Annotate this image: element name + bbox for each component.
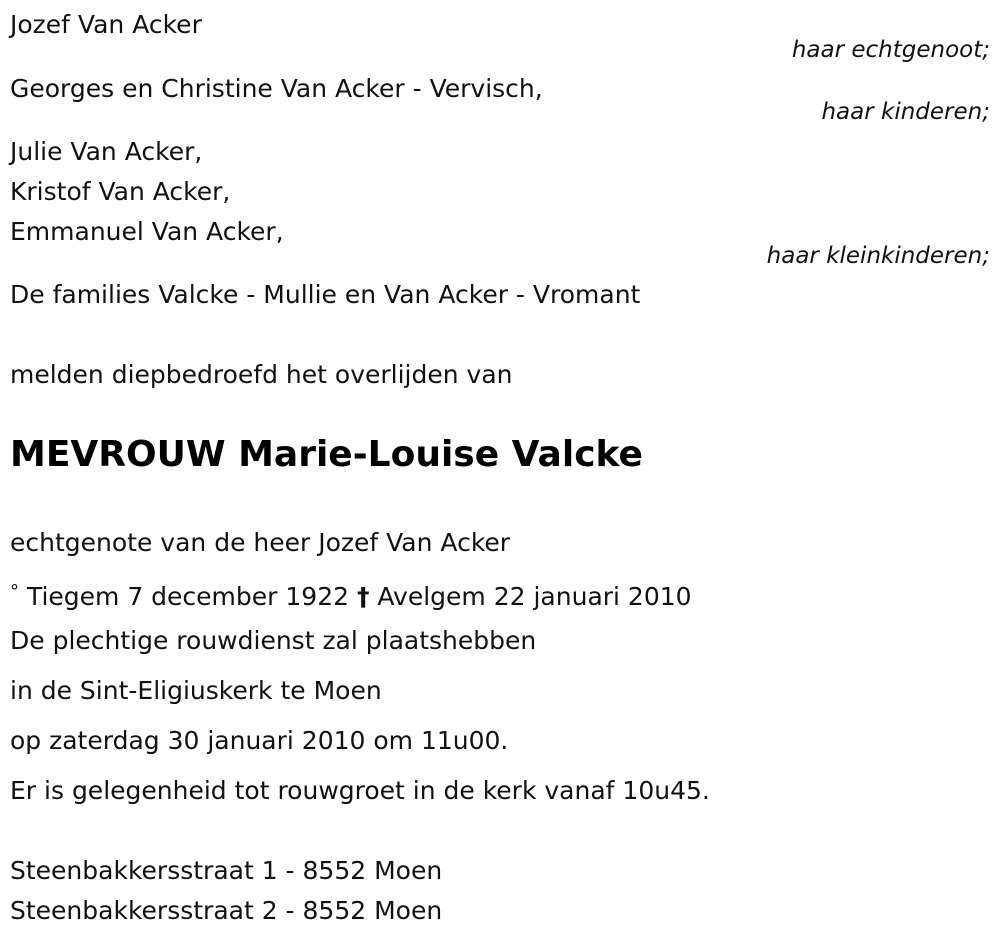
spouse-line: echtgenote van de heer Jozef Van Acker bbox=[10, 528, 511, 557]
grandchild-3: Emmanuel Van Acker, bbox=[10, 217, 284, 246]
announcement: melden diepbedroefd het overlijden van bbox=[10, 360, 513, 389]
death-info: Avelgem 22 januari 2010 bbox=[377, 582, 692, 611]
service-line-1: De plechtige rouwdienst zal plaatshebben bbox=[10, 626, 537, 655]
deceased-title: MEVROUW Marie-Louise Valcke bbox=[10, 434, 643, 475]
service-line-3: op zaterdag 30 januari 2010 om 11u00. bbox=[10, 726, 509, 755]
spouse-role: haar echtgenoot; bbox=[791, 37, 990, 63]
dates-line bbox=[10, 577, 692, 612]
death-cross-icon: † bbox=[356, 582, 370, 611]
families-line: De families Valcke - Mullie en Van Acker - Vromant bbox=[10, 280, 641, 309]
service-line-4: Er is gelegenheid tot rouwgroet in de kerk vanaf 10u45. bbox=[10, 776, 710, 805]
birth-symbol: ° bbox=[10, 581, 19, 602]
birth-info: Tiegem 7 december 1922 bbox=[26, 582, 350, 611]
grandchild-1: Julie Van Acker, bbox=[10, 137, 203, 166]
children-role: haar kinderen; bbox=[821, 99, 990, 125]
address-1: Steenbakkersstraat 1 - 8552 Moen bbox=[10, 856, 443, 885]
children-name: Georges en Christine Van Acker - Vervisch, bbox=[10, 74, 543, 103]
service-line-2: in de Sint-Eligiuskerk te Moen bbox=[10, 676, 382, 705]
grandchild-2: Kristof Van Acker, bbox=[10, 177, 231, 206]
grandchildren-role: haar kleinkinderen; bbox=[766, 243, 990, 269]
address-2: Steenbakkersstraat 2 - 8552 Moen bbox=[10, 896, 443, 925]
spouse-name: Jozef Van Acker bbox=[10, 10, 202, 39]
